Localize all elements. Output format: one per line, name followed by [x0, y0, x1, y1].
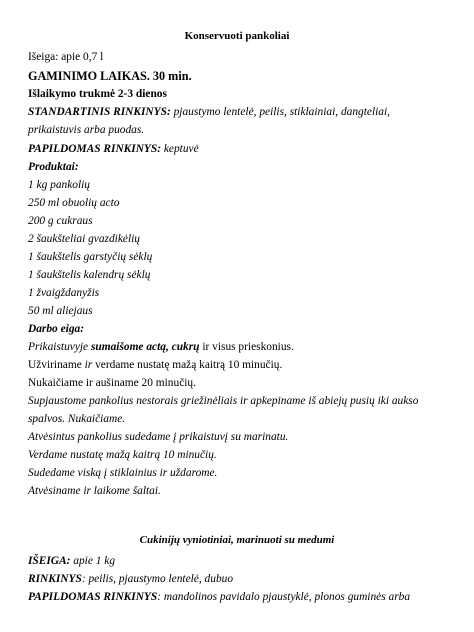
step-3: Nukaičiame ir aušiname 20 minučių. [28, 377, 196, 389]
ingredient-item: 250 ml obuolių acto [28, 197, 120, 209]
extra-set-text: keptuvė [161, 143, 199, 155]
ingredient-item: 1 šaukštelis kalendrų sėklų [28, 269, 151, 281]
standard-set-line [28, 105, 454, 119]
standard-set-line-2: prikaistuvis arba puodas. [28, 124, 145, 136]
step-4: Supjaustome pankolius nestorais griežinėliais ir apkepiname iš abiejų pusių iki aukso [28, 395, 419, 407]
recipe2-title: Cukinijų vyniotiniai, marinuoti su medumi [139, 534, 335, 546]
ingredient-item: 2 šaukšteliai gvazdikėlių [28, 233, 140, 245]
standard-set-label: STANDARTINIS RINKINYS: [28, 106, 171, 118]
step-2: Užviriname ir verdame nustatę mažą kaitrą 10 minučių. [28, 359, 283, 371]
recipe-title: Konservuoti pankoliai [184, 30, 290, 42]
step-4-cont: spalvos. Nukaičiame. [28, 413, 126, 425]
ingredient-item: 50 ml aliejaus [28, 305, 93, 317]
ingredient-item: 200 g cukraus [28, 215, 93, 227]
ingredient-item: 1 kg pankolių [28, 179, 91, 191]
step-7: Sudedame viską į stiklainius ir uždarome. [28, 467, 218, 479]
method-heading: Darbo eiga: [28, 323, 84, 335]
step-5: Atvėsintus pankolius sudedame į prikaistuvį su marinatu. [28, 431, 289, 443]
ingredient-item: 1 žvaigždanyžis [28, 287, 100, 299]
step-6: Verdame nustatę mažą kaitrą 10 minučių. [28, 449, 217, 461]
standard-set-text: pjaustymo lentelė, peilis, stiklainiai, dangteliai, [170, 106, 390, 118]
step-8: Atvėsiname ir laikome šaltai. [28, 485, 161, 497]
recipe2-extra-set: PAPILDOMAS RINKINYS: mandolinos pavidalo pjaustyklė, plonos guminės arba [28, 591, 411, 603]
shelf-life: Išlaikymo trukmė 2-3 dienos [28, 88, 167, 100]
yield-line: Išeiga: apie 0,7 l [28, 51, 104, 63]
extra-set-label: PAPILDOMAS RINKINYS: [28, 143, 162, 155]
extra-set-line [28, 142, 454, 156]
cook-time: GAMINIMO LAIKAS. 30 min. [28, 69, 192, 83]
recipe2-yield: IŠEIGA: apie 1 kg [28, 555, 116, 567]
ingredient-item: 1 šaukštelis garstyčių sėklų [28, 251, 153, 263]
products-heading: Produktai: [28, 161, 79, 173]
recipe2-set: RINKINYS: peilis, pjaustymo lentelė, dubuo [28, 573, 234, 585]
step-1: Prikaistuvyje sumaišome actą, cukrų ir visus prieskonius. [28, 341, 294, 353]
